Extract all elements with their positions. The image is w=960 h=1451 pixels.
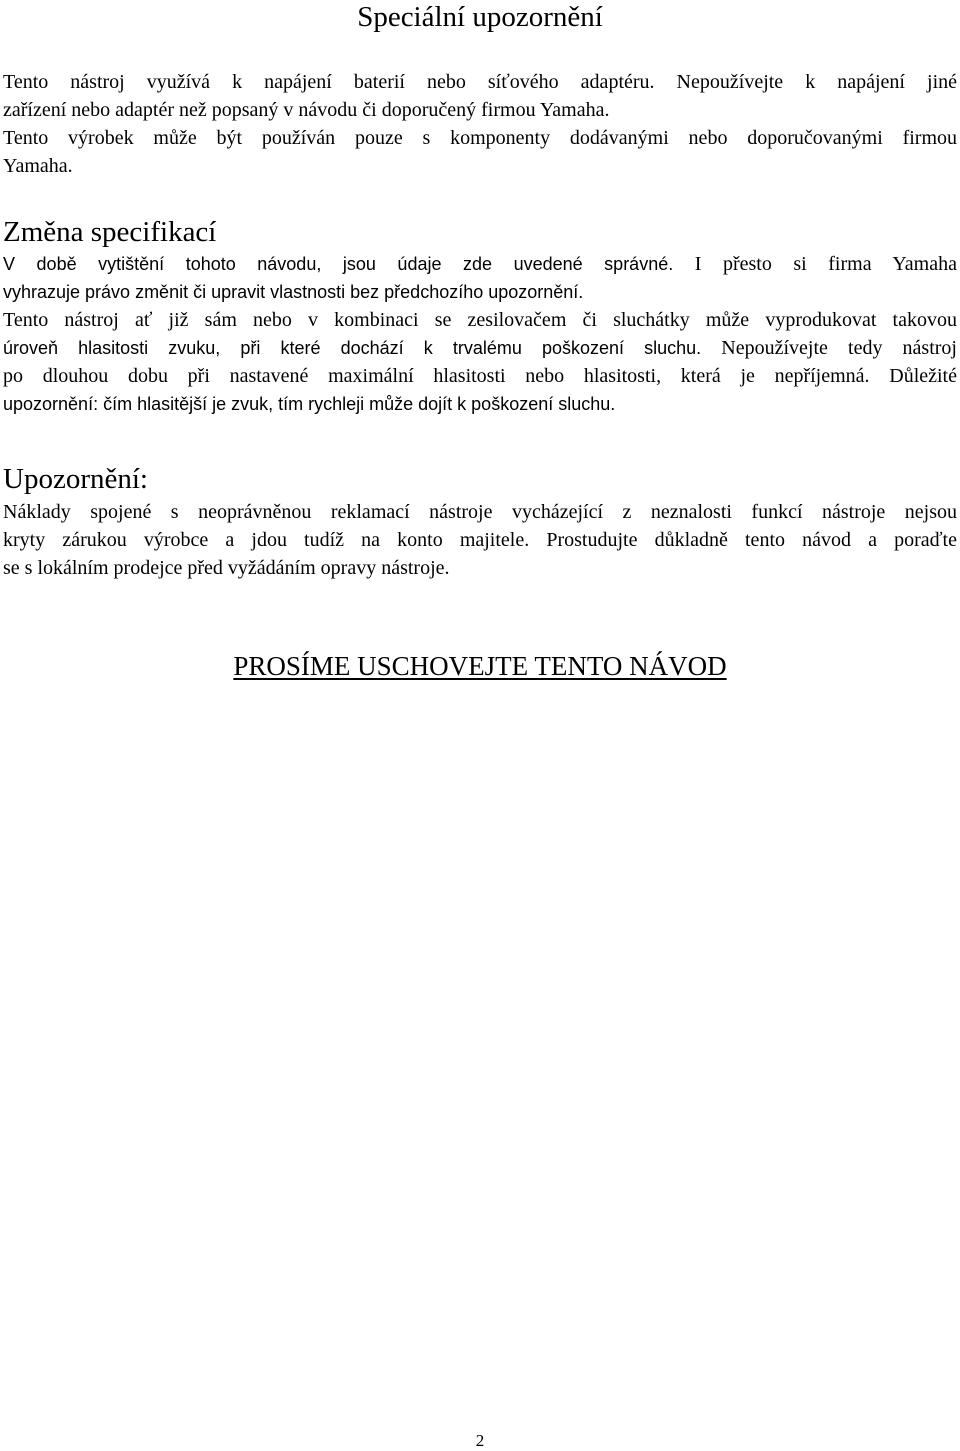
intro-line: zařízení nebo adaptér než popsaný v návodu či doporučený firmou Yamaha. [3,99,610,121]
spec-line-text: V době vytištění tohoto návodu, jsou údaje zde uvedené správné. [3,254,674,274]
intro-line: Tento nástroj využívá k napájení baterií nebo síťového adaptéru. Nepoužívejte k napájení jiné [3,71,957,93]
intro-line: Tento výrobek může být používán pouze s komponenty dodávanými nebo doporučovanými firmou [3,127,957,149]
hearing-line-text: úroveň hlasitosti zvuku, při které dochází k trvalému poškození sluchu. [3,338,702,358]
spec-line-tail: I přesto si firma Yamaha [694,253,957,275]
hearing-line-tail: Důležité [889,365,957,387]
spec-change-heading: Změna specifikací [3,216,217,248]
spec-change-paragraph [3,250,957,418]
hearing-line [3,362,957,390]
page-number: 2 [475,1431,485,1450]
intro-line: Yamaha. [3,155,73,177]
hearing-line-text: po dlouhou dobu při nastavené maximální hlasitosti nebo hlasitosti, která je nepříjemná. [3,365,870,387]
warning-line: kryty zárukou výrobce a jdou tudíž na konto majitele. Prostudujte důkladně tento návod a poraďte [3,529,957,551]
spec-line: vyhrazuje právo změnit či upravit vlastnosti bez předchozího upozornění. [3,282,584,302]
spec-line [3,250,957,278]
page-title: Speciální upozornění [357,1,603,33]
keep-manual-notice: PROSÍME USCHOVEJTE TENTO NÁVOD [233,651,727,681]
hearing-line: upozornění: čím hlasitější je zvuk, tím rychleji může dojít k poškození sluchu. [3,394,616,414]
warning-heading: Upozornění: [3,463,148,495]
warning-line: se s lokálním prodejce před vyžádáním opravy nástroje. [3,557,450,579]
warning-line: Náklady spojené s neoprávněnou reklamací nástroje vycházející z neznalosti funkcí nástroje nejsou [3,501,957,523]
hearing-line [3,334,957,362]
hearing-line-tail: Nepoužívejte tedy nástroj [721,337,957,359]
intro-paragraph [3,68,957,180]
hearing-line: Tento nástroj ať již sám nebo v kombinaci se zesilovačem či sluchátky může vyprodukovat takovou [3,309,957,331]
warning-paragraph [3,498,957,582]
